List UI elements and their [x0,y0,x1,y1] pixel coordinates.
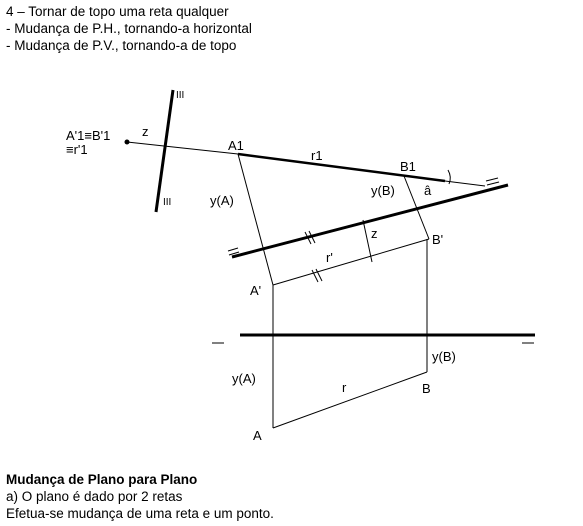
footer-title: Mudança de Plano para Plano [6,472,198,487]
label-z-top: z [142,124,149,139]
label-iii-top: III [176,90,185,101]
label-r1: r1 [311,148,323,163]
label-alpha: â [424,183,432,198]
header-line-3: - Mudança de P.V., tornando-a de topo [6,38,237,53]
fold-tick-left-1 [228,248,238,251]
projector-a1-aprime [238,154,273,285]
line-rprime [273,239,429,285]
label-a: A [253,428,262,443]
footer-note: Efetua-se mudança de uma reta e um ponto. [6,506,274,521]
label-yb-lower: y(B) [432,349,456,364]
label-iii-bottom: III [163,197,172,208]
label-yb-upper: y(B) [371,183,395,198]
label-ya-upper: y(A) [210,193,234,208]
fold-tick-right-1 [486,178,498,181]
header-line-1: 4 – Tornar de topo uma reta qualquer [6,4,229,19]
label-rprime: r' [326,250,333,265]
label-bprime: B' [432,232,444,247]
label-r: r [342,380,347,395]
fold-line-new [232,185,508,257]
label-b1: B1 [400,159,416,174]
label-ya-lower: y(A) [232,371,256,386]
label-r1-eq: ≡r'1 [66,142,88,157]
line-r [273,372,427,428]
line-r1-extension [445,181,485,186]
label-aprime: A' [250,283,262,298]
footer-item-a: a) O plano é dado por 2 retas [6,489,183,504]
label-b: B [422,381,431,396]
fold-line-iii [156,90,173,212]
label-a1: A1 [228,138,244,153]
fold-tick-right-2 [487,182,499,185]
point-a1b1-marker [125,140,130,145]
header-line-2: - Mudança de P.H., tornando-a horizontal [6,21,252,36]
label-z-mid: z [371,226,378,241]
projection-line-a1 [127,142,238,154]
label-a1b1: A'1≡B'1 [66,128,111,143]
